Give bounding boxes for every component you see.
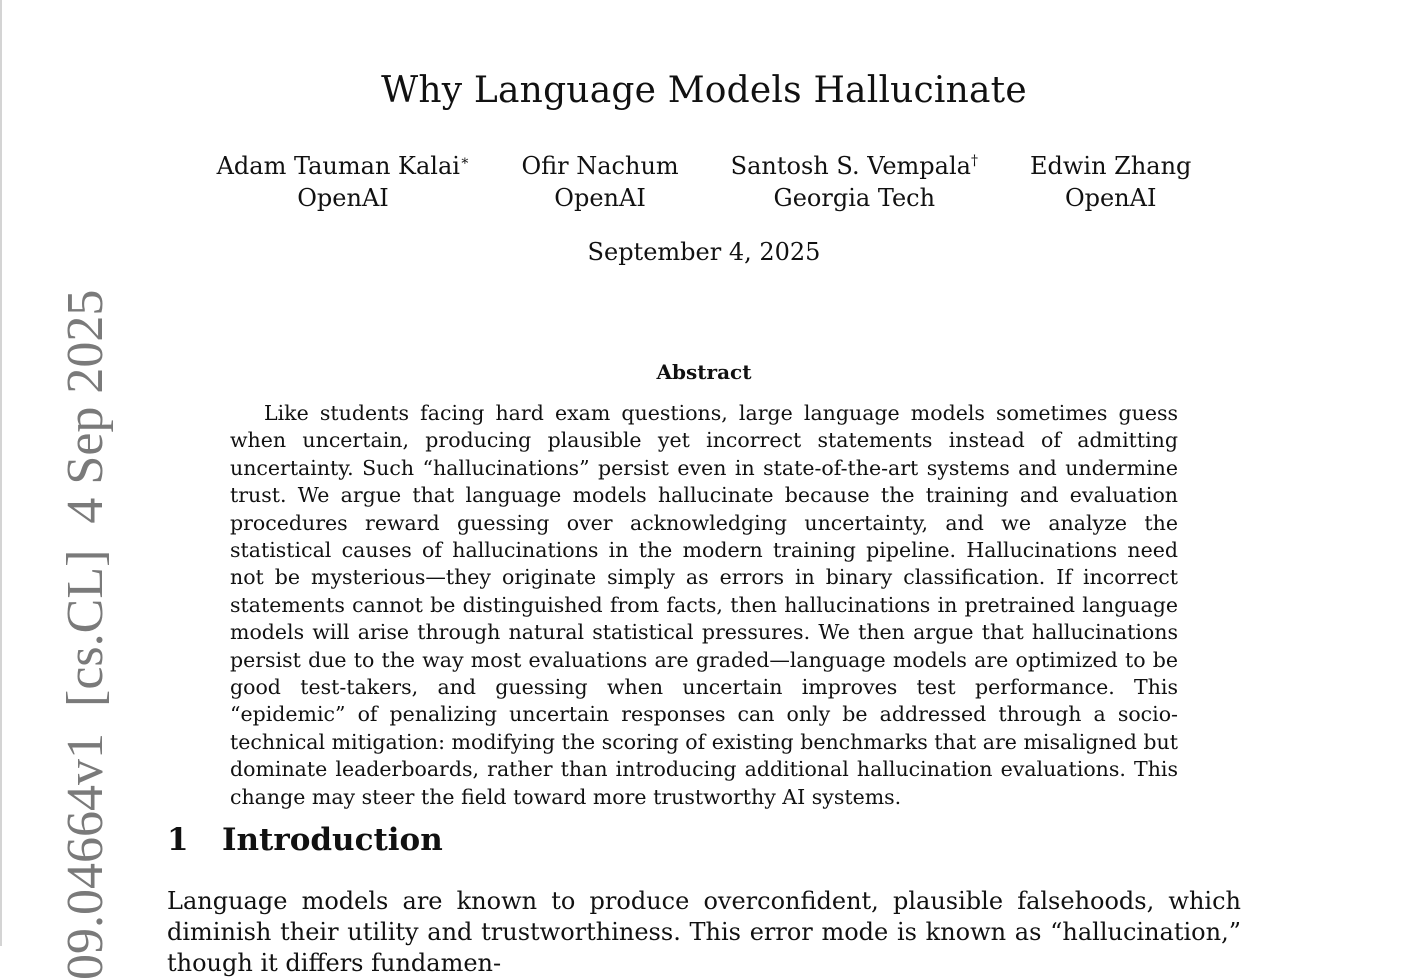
author-affiliation: Georgia Tech <box>773 184 936 212</box>
abstract-text: Like students facing hard exam questions, large language models sometimes guess when uncertain, producing plausible yet incorrect statements instead of admitting uncertainty. Such “hallucinations” persist even in state-of-the-art systems and undermine trust. We argue that language models hallucinate because the training and evaluation procedures reward guessing over acknowledging uncertainty, and we analyze the statistical causes of hallucinations in the modern training pipeline. Hallucinations need not be mysterious—they originate simply as errors in binary classification. If incorrect statements cannot be distinguished from facts, then hallucinations in pretrained language models will arise through natural statistical pressures. We then argue that hallucinations persist due to the way most evaluations are graded—language models are optimized to be good test-takers, and guessing when uncertain improves test performance. This “epidemic” of penalizing uncertain responses can only be addressed through a socio-technical mitigation: modifying the scoring of existing benchmarks that are misaligned but dominate leaderboards, rather than introducing additional hallucination evaluations. This change may steer the field toward more trustworthy AI systems. <box>230 401 1178 809</box>
author-affiliation: OpenAI <box>1064 184 1157 212</box>
author-block <box>217 150 470 214</box>
author-affiliation: OpenAI <box>554 184 646 212</box>
abstract-heading: Abstract <box>656 360 752 384</box>
author-name: Edwin Zhang <box>1029 152 1192 180</box>
author-block <box>521 150 678 214</box>
publication-date: September 4, 2025 <box>587 238 821 266</box>
author-footnote-mark: † <box>970 153 978 169</box>
author-name: Santosh S. Vempala <box>730 152 971 180</box>
section-number: 1 <box>167 822 189 858</box>
author-list <box>0 150 1408 214</box>
arxiv-identifier: 09.04664v1 [cs.CL] 4 Sep 2025 <box>57 289 114 980</box>
author-affiliation: OpenAI <box>297 184 389 212</box>
paper-title: Why Language Models Hallucinate <box>381 70 1027 111</box>
author-block <box>1030 150 1191 214</box>
author-block <box>731 150 978 214</box>
author-name: Adam Tauman Kalai <box>216 152 460 180</box>
section-title: Introduction <box>222 822 443 858</box>
introduction-text: Language models are known to produce overconfident, plausible falsehoods, which diminish their utility and trustworthiness. This error mode is known as “hallucination,” though it differs fundamen- <box>167 887 1241 977</box>
section-heading <box>167 822 443 858</box>
author-name: Ofir Nachum <box>521 152 679 180</box>
author-footnote-mark: ∗ <box>459 153 470 169</box>
page-edge <box>0 0 2 946</box>
